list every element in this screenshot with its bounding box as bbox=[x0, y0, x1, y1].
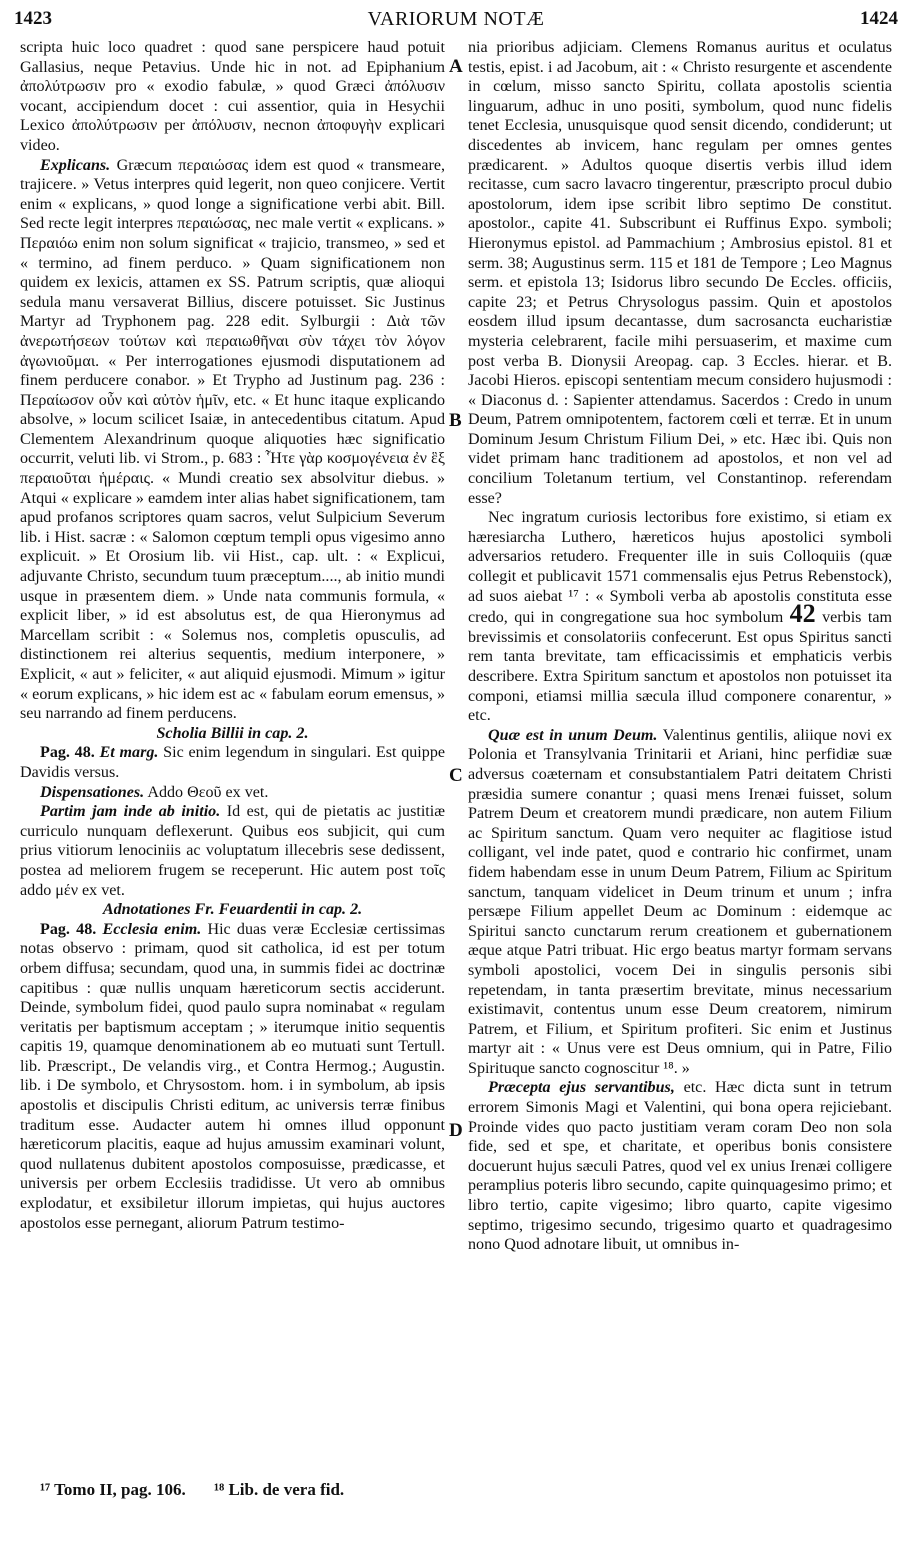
paragraph-text: verbis tam brevissimis et consolatoriis confecerunt. Est opus Spiritus sancti rem tanta brevitate, tam efficacissimis et emphaticis verbis describere. Extra Spiritum sanctum et apostolos non potuisset ita componi, etiamsi millia sæcula illud componere conarentur, » etc. bbox=[468, 609, 892, 725]
section-heading: Adnotationes Fr. Feuardentii in cap. 2. bbox=[102, 901, 363, 919]
left-page-number: 1423 bbox=[14, 8, 52, 29]
lemma: Dispensationes. bbox=[40, 783, 145, 801]
paragraph: scripta huic loco quadret : quod sane perspicere haud potuit Gallasius, neque Petavius. Unde hic in not. ad Epiphanium ἀπολύτρωσιν pro « exodio fabulæ, » quod Græci ἀπόλυσιν vocant, accipiendum docet : cui assentior, quia in Hesychii Lexico ἀπολύτρωσιν per ἀπόλυσιν, necnon ἀποφυγὴν explicari video. bbox=[20, 39, 445, 154]
lemma: Præcepta ejus servantibus, bbox=[488, 1079, 675, 1097]
paragraph: nia prioribus adjiciam. Clemens Romanus auritus et oculatus testis, epist. i ad Jacobum, ait : « Christo resurgente et ascendente in cœlum, misso sancto Spiritu, collata apostolis scientia linguarum, adhuc in uno positi, symbolum, quod nunc fidelis tenet Ecclesia, unusquisque quod sensit dicendo, condiderunt; ut discedentes ab invicem, hanc regulam per omnes gentes prædicarent. » Adultos quoque disertis verbis illud idem recitasse, cum sacro lavacro tingerentur, præscripto procul dubio apostolorum, idem ipse scribit libro septimo De constitut. apostolor., capite 41. Subscribunt ei Ruffinus Expo. symboli; Hieronymus epistol. ad Pammachium ; Ambrosius epistol. 81 et serm. 38; Augustinus serm. 115 et 181 de Tempore ; Leo Magnus serm. et epistola 13; Isidorus libro secundo De Eccles. officiis, capite 23; et Petrus Chrysologus passim. Quin et apostolos eosdem illud ipsum decantasse, dum sacrosancta eucharistiæ mysteria celebrarent, facile mihi persuaserim, et maxime cum post verba B. Dionysii Areopag. cap. 3 Eccles. hierar. et B. Jacobi Hieros. episcopi sententiam mecum considero hujusmodi : « Diaconus d. : Sapienter attendamus. Sacerdos : Credo in unum Deum, Patrem omnipotentem, factorem cœli et terræ. Et in unum Dominum Jesum Christum Filium Dei, » etc. Hæc ibi. Quis non videt primam hanc traditionem ad apostolos, et non vel ad concilium Toletanum tertium, vel Constantinop. referendam esse? bbox=[468, 39, 892, 507]
margin-letter-d: D bbox=[449, 1120, 463, 1141]
left-column bbox=[20, 38, 445, 1233]
footnote-18: ¹⁸ Lib. de vera fid. bbox=[214, 1480, 345, 1499]
page-header bbox=[14, 8, 898, 38]
page-ref: Pag. 48. bbox=[40, 920, 97, 938]
page-ref: Pag. 48. bbox=[40, 744, 95, 762]
paragraph bbox=[20, 802, 445, 900]
margin-letter-c: C bbox=[449, 765, 463, 786]
lemma: Et marg. bbox=[99, 744, 159, 762]
paragraph-text: Hic duas veræ Ecclesiæ certissimas notas observo : primam, quod sit catholica, id est per totum orbem diffusa; secundam, quod una, in summis fidei ac doctrinæ capitibus : quæ nullis unquam hæreticorum sectis acciderunt. Deinde, symbolum fidei, quod paulo supra nominabat « regulam veritatis per baptismum acceptam ; » iterumque initio sequentis capitis 19, quamque denominationem ab eo mutuati sunt Tertull. lib. Præscript., De velandis virg., et Contra Hermog.; Augustin. lib. i De symbolo, et Chrysostom. hom. i in symbolum, ab ipsis apostolis et discipulis Christi editum, ac universis terræ finibus traditum esse. Audacter autem hi omnes illud opponunt hæreticorum placitis, eaque ad hujus amussim examinari volunt, quod nullatenus dubitent apostolos composuisse, prædicasse, et universis per orbem Ecclesiis tradidisse. Ut vero ab omnibus explodatur, et exsibiletur illorum impietas, qui hujus auctores apostolos esse pernegant, aliorum Patrum testimo- bbox=[20, 920, 446, 1232]
paragraph-text: Valentinus gentilis, aliique novi ex Polonia et Transylvania Trinitarii et Ariani, hinc perfidiæ suæ adversus coæternam et consubstantialem Patri deitatem Christi præsidia sumere conantur ; quasi mens Irenæi fuisset, solum Patrem Deum et creatorem mundi prædicare, non autem Filium ac Spiritum sanctum. Quam vero nequiter ac flagitiose istud colligant, vel inde patet, quod e contrario hic confirmet, unam fidem habendam esse in unum Deum Patrem, Filium ac Spiritum sanctum, tanquam videlicet in Deum trinum et unum ; infra persæpe Filium appellet Deum ac Dominum : eidemque ac Spiritui sancto cunctarum rerum creationem et gubernationem æque atque Patri tribuat. Hic ergo beatus martyr formam servans symboli apostolici, vocem Dei in singulis personis sibi repetendam, in tanta præsertim brevitate, minus necessarium existimavit, contentus unum esse Deum creatorem, nimirum Patrem, et Filium, et Spiritum profiteri. Sic enim et Justinus martyr ait : « Unus vere est Deus omnium, qui in Patre, Filio Spirituque sancto cognoscitur ¹⁸. » bbox=[468, 726, 893, 1077]
paragraph bbox=[468, 508, 892, 726]
footnote-17: ¹⁷ Tomo II, pag. 106. bbox=[40, 1480, 186, 1499]
paragraph-text: Græcum περαιώσας idem est quod « transmeare, trajicere. » Vetus interpres quid legerit, non queo conjicere. Vertit enim « explicans, » quod longe a significatione verbi abit. Bill. Sed recte legit interpres περαιώσας, nec male vertit « explicans. » Περαιόω enim non solum significat « trajicio, transmeo, » sed et « termino, ad finem perduco. » Quam significationem non quidem ex lexicis, attamen ex SS. Patrum scriptis, quæ alioqui sedula manu versaverat Billius, discere potuisset. Sic Justinus Martyr ad Tryphonem pag. 228 edit. Sylburgii : Διὰ τῶν ἀνερωτήσεων τούτων καὶ περαιωθῆναι σὺν τάχει τὸν λόγον ἀγωνιοῦμαι. « Per interrogationes ejusmodi disputationem ad finem perducere conabor. » Et Trypho ad Justinum pag. 236 : Περαίωσον οὖν καὶ αὐτὸν ἡμῖν, etc. « Et hunc itaque explicando absolve, » locum scilicet Isaiæ, in antecedentibus citatum. Apud Clementem Alexandrinum quoque aliquoties hæc significatio occurrit, veluti lib. vi Strom., p. 683 : Ἧτε γὰρ κοσμογένεια ἐν ἓξ περαιοῦται ἡμέραις. « Mundi creatio sex absolvitur diebus. » Atqui « explicare » eamdem inter alias habet significationem, tam apud profanos scriptores quam sacros, velut Sulpicium Severum lib. i Hist. sacræ : « Salomon cœptum templi opus vigesimo anno explicuit. » Et Orosium lib. vii Hist., cap. ult. : « Explicui, adjuvante Christo, secundum tuum præceptum...., ab initio mundi usque in præsentem diem. » Unde nata communis formula, « explicit liber, » id est absolutus est, de qua Hieronymus ad Marcellam scribit : « Solemus nos, completis opusculis, ad distinctionem rei alterius sequentis, medium interponere, » Explicit, « aut » feliciter, « aut aliquid ejusmodi. Mimum » igitur « eorum explicans, » hic idem est ac « fabulam eorum emensus, » seu narrando ad finem perducens. bbox=[20, 156, 445, 723]
paragraph-text: etc. Hæc dicta sunt in tetrum errorem Simonis Magi et Valentini, qui bona opera rejiciebant. Proinde vides quo pacto justitiam veram coram Deo non sola fide, sed et spe, et charitate, et operibus bonis consistere docuerunt hujus sæculi Patres, quod vel ex unius Irenæi colligere peramplius poteris libro secundo, capite quinquagesimo primo; et libro tertio, capite vigesimo; libro quarto, capite vigesimo septimo, trigesimo secundo, trigesimo quarto et quadragesimo nono Quod adnotare libuit, ut omnibus in- bbox=[468, 1079, 893, 1254]
right-column bbox=[468, 38, 892, 1255]
paragraph-text: Addo Θεοῦ ex vet. bbox=[147, 783, 269, 801]
running-title: VARIORUM NOTÆ bbox=[367, 8, 545, 30]
margin-letter-b: B bbox=[449, 410, 462, 431]
paragraph bbox=[20, 783, 445, 803]
lemma: Quæ est in unum Deum. bbox=[488, 726, 658, 744]
paragraph bbox=[20, 920, 445, 1234]
footnotes bbox=[40, 1480, 368, 1500]
column-number: 42 bbox=[789, 599, 816, 629]
lemma: Explicans. bbox=[40, 156, 111, 174]
paragraph-text: Id est, qui de pietatis ac justitiæ curriculo nunquam deflexerunt. Quibus eos subjicit, qui cum prius vitiorum lenociniis ac voluptatum illecebris sese dedissent, postea ad meliorem frugem se receperunt. Hic autem post τοῖς addo μέν ex vet. bbox=[20, 803, 445, 899]
paragraph-text: Sic enim legendum in singulari. Est quippe Davidis versus. bbox=[20, 744, 446, 781]
paragraph bbox=[20, 743, 445, 782]
paragraph bbox=[468, 726, 892, 1079]
paragraph-text: Nec ingratum curiosis lectoribus fore existimo, si etiam ex hæresiarcha Luthero, hæreticos hujus apostolici symboli adversarios retudero. Frequenter ille in suis Colloquiis (quæ collegit et publicavit 1571 commensalis ejus Petrus Rebenstock), ad suos aiebat ¹⁷ : « Symboli verba ab apostolis constituta esse credo, qui in congregatione sua hoc symbolum bbox=[468, 509, 892, 627]
paragraph bbox=[468, 1078, 892, 1254]
lemma: Partim jam inde ab initio. bbox=[40, 803, 221, 821]
margin-letter-a: A bbox=[449, 56, 463, 77]
right-page-number: 1424 bbox=[860, 8, 898, 29]
paragraph bbox=[20, 156, 445, 724]
lemma: Ecclesia enim. bbox=[102, 920, 202, 938]
section-heading: Scholia Billii in cap. 2. bbox=[156, 724, 309, 742]
